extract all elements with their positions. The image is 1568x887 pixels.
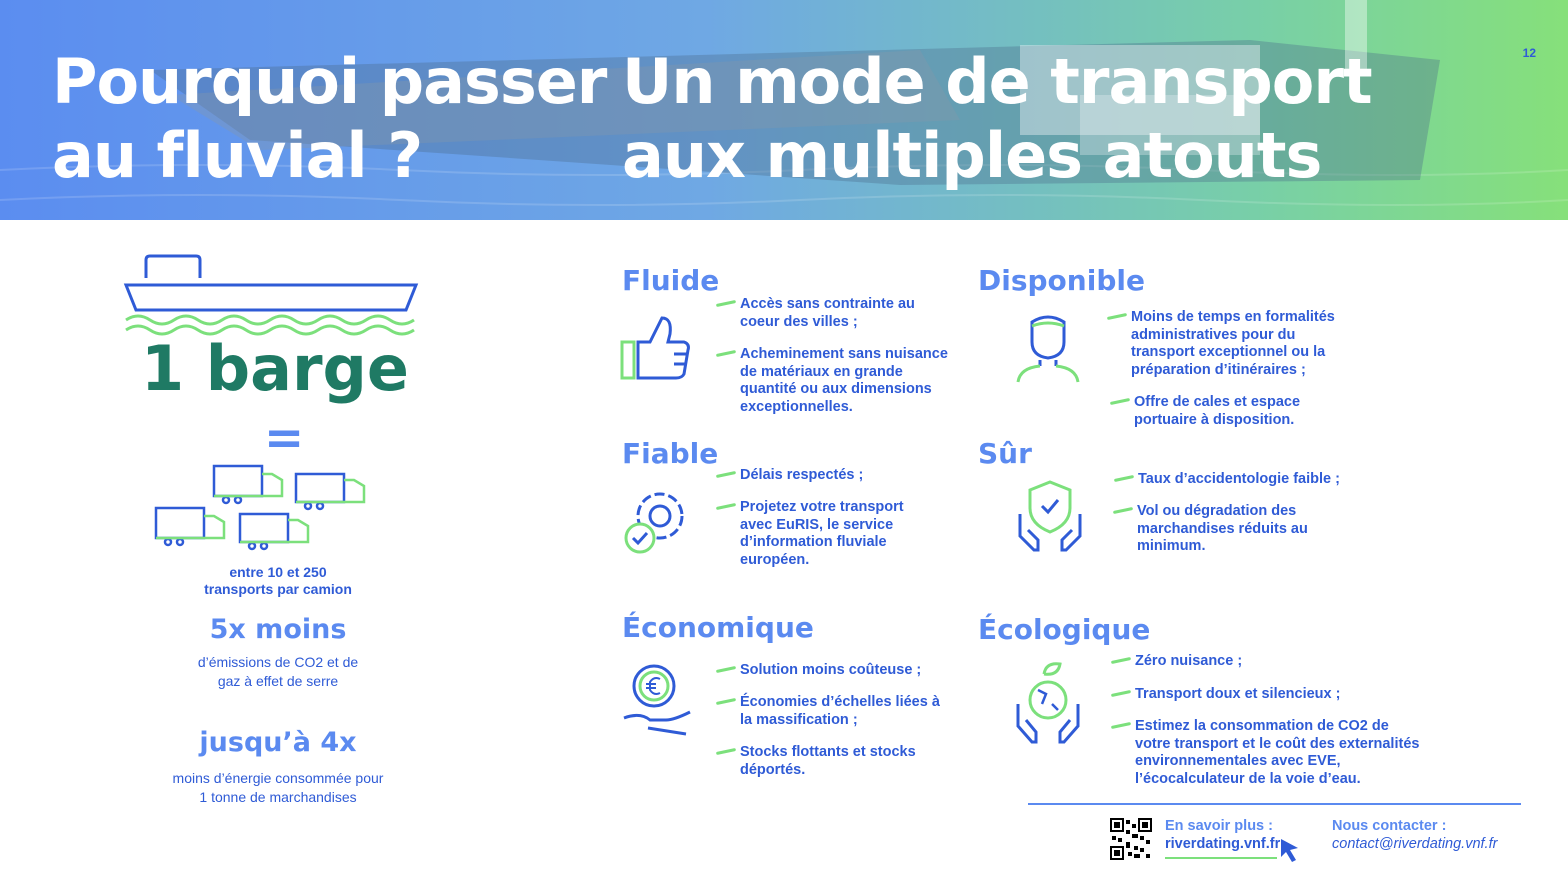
globe-hands-icon <box>1012 660 1088 748</box>
trucks-line2: transports par camion <box>204 581 352 597</box>
section-title-sur: Sûr <box>978 437 1032 470</box>
ecologique-bullet-3: Estimez la consommation de CO2 de votre transport et le coût des externalités environnementales avec EVE, l’écocalculateur de la voie d’eau. <box>1135 718 1425 788</box>
trucks-line1: entre 10 et 250 <box>229 564 327 580</box>
section-title-ecologique: Écologique <box>978 613 1151 646</box>
title-left-line2: au fluvial ? <box>52 119 423 192</box>
shield-hands-icon <box>1014 478 1086 556</box>
thumbs-up-icon <box>618 312 694 382</box>
stat-energy-value: jusqu’à 4x <box>199 727 357 758</box>
stat-emissions-line1: d’émissions de CO2 et de <box>197 654 359 670</box>
economique-bullet-3: Stocks flottants et stocks déportés. <box>740 744 950 779</box>
contact-email-link[interactable]: contact@riverdating.vnf.fr <box>1332 836 1498 852</box>
title-right-line1: Un mode de transport <box>622 45 1372 118</box>
ecologique-bullet-1: Zéro nuisance ; <box>1135 653 1365 671</box>
section-title-fiable: Fiable <box>622 437 719 470</box>
disponible-bullet-2: Offre de cales et espace portuaire à disposition. <box>1134 394 1334 429</box>
gear-check-icon <box>618 486 694 560</box>
title-right-line2: aux multiples atouts <box>622 119 1322 192</box>
fluide-bullet-1: Accès sans contrainte au coeur des villes ; <box>740 296 950 331</box>
more-info-link[interactable]: riverdating.vnf.fr <box>1165 836 1281 852</box>
economique-bullet-2: Économies d’échelles liées à la massification ; <box>740 694 950 729</box>
fiable-bullet-1: Délais respectés ; <box>740 467 950 485</box>
euro-hand-icon <box>620 664 696 736</box>
stat-emissions-line2: gaz à effet de serre <box>217 673 339 689</box>
link-underline <box>1165 857 1277 859</box>
stat-energy-line2: 1 tonne de marchandises <box>199 789 357 805</box>
section-title-economique: Économique <box>622 611 814 644</box>
footer-divider <box>1028 803 1521 805</box>
contact-label: Nous contacter : <box>1332 818 1447 834</box>
qr-code-icon[interactable] <box>1110 818 1152 860</box>
barge-icon <box>120 252 430 342</box>
stat-energy-line1: moins d’énergie consommée pour <box>172 770 384 786</box>
section-title-disponible: Disponible <box>978 264 1145 297</box>
person-icon <box>1012 312 1084 384</box>
header-banner <box>0 0 1568 220</box>
disponible-bullet-1: Moins de temps en formalités administratives pour du transport exceptionnel ou la préparation d’itinéraires ; <box>1131 309 1361 379</box>
fiable-bullet-2: Projetez votre transport avec EuRIS, le service d’information fluviale européen. <box>740 499 930 569</box>
title-left-line1: Pourquoi passer <box>52 45 607 118</box>
equals-sign: = <box>264 410 305 466</box>
section-title-fluide: Fluide <box>622 264 720 297</box>
sur-bullet-2: Vol ou dégradation des marchandises réduits au minimum. <box>1137 503 1327 556</box>
ecologique-bullet-2: Transport doux et silencieux ; <box>1135 686 1365 704</box>
sur-bullet-1: Taux d’accidentologie faible ; <box>1138 471 1368 489</box>
trucks-icon <box>150 462 380 554</box>
fluide-bullet-2: Acheminement sans nuisance de matériaux en grande quantité ou aux dimensions exceptionnelles. <box>740 346 950 416</box>
barge-count: 1 barge <box>141 332 409 405</box>
more-info-label: En savoir plus : <box>1165 818 1273 834</box>
page-number: 12 <box>1522 46 1536 60</box>
stat-emissions-value: 5x moins <box>209 614 347 645</box>
cursor-icon <box>1278 836 1302 864</box>
economique-bullet-1: Solution moins coûteuse ; <box>740 662 950 680</box>
